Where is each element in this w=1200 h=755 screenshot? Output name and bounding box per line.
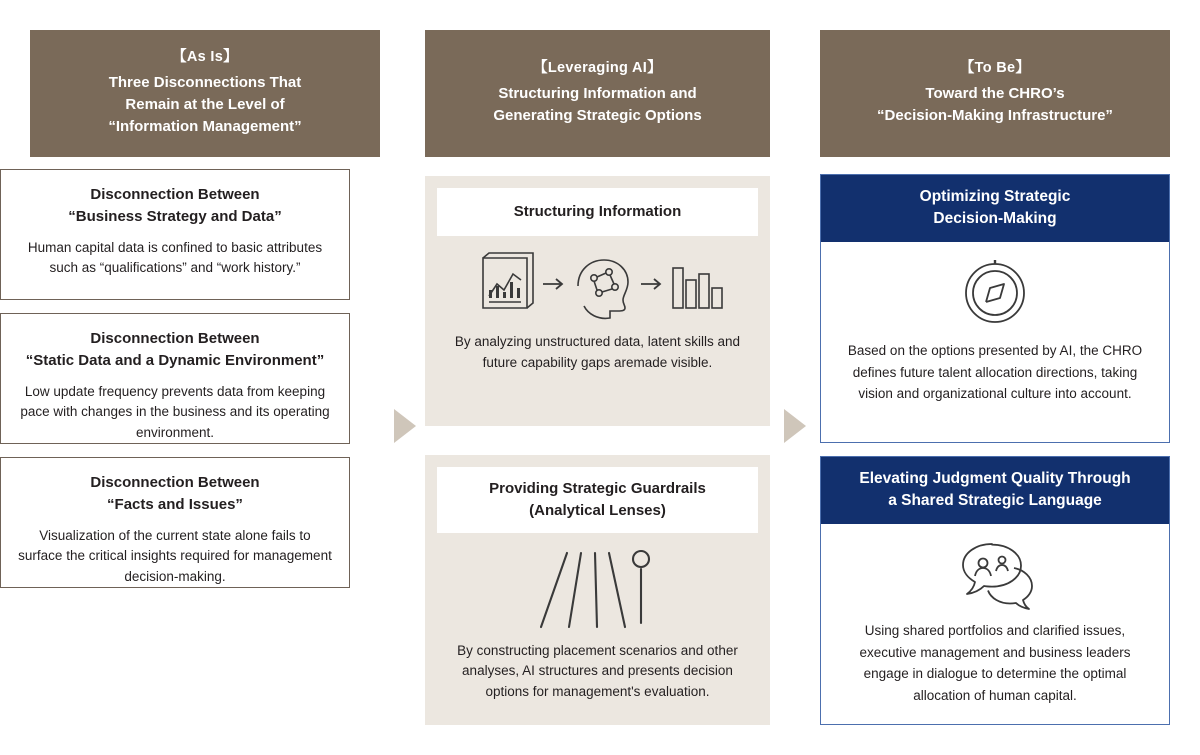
to-be-header-line1: Toward the CHRO’s: [925, 85, 1065, 103]
ai-panel-2-description: By constructing placement scenarios and other analyses, AI structures and presents decision options for management's evaluation.: [457, 642, 738, 700]
document-to-brain-to-chart-icon: [437, 250, 758, 322]
to-be-header: [820, 30, 1170, 157]
ai-panel-1-description: By analyzing unstructured data, latent skills and future capability gaps aremade visible.: [454, 333, 741, 370]
road-lanes-signpost-icon: [437, 547, 758, 631]
column-leveraging-ai: [425, 30, 770, 157]
as-is-card-2-title: [17, 328, 333, 372]
ai-panel-2-title-line2: (Analytical Lenses): [529, 501, 666, 519]
to-be-card-1: [820, 174, 1170, 443]
as-is-card-1-title-line2: “Business Strategy and Data”: [68, 207, 282, 225]
as-is-card-2-title-line2: “Static Data and a Dynamic Environment”: [25, 351, 325, 369]
arrow-right-icon-2: [784, 409, 806, 443]
to-be-card-1-description: Based on the options presented by AI, the CHRO defines future talent allocation directions, taking vision and organizational culture into account.: [847, 342, 1143, 402]
to-be-card-1-heading: [821, 175, 1169, 242]
as-is-card-3-title-line2: “Facts and Issues”: [107, 495, 243, 513]
to-be-header-bracket: 【To Be】: [959, 60, 1031, 77]
leveraging-ai-header-line1: Structuring Information and: [498, 85, 697, 103]
as-is-header-line1: Three Disconnections That: [108, 74, 302, 92]
to-be-card-2-heading: [821, 457, 1169, 524]
arrow-right-icon-1: [394, 409, 416, 443]
as-is-header: [30, 30, 380, 157]
leveraging-ai-header: [425, 30, 770, 157]
leveraging-ai-header-line2: Generating Strategic Options: [493, 107, 702, 124]
ai-panel-structuring-information: [425, 176, 770, 426]
leveraging-ai-header-bracket: 【Leveraging AI】: [533, 60, 662, 77]
as-is-card-3-title-line1: Disconnection Between: [90, 474, 260, 491]
to-be-header-line2: “Decision-Making Infrastructure”: [877, 107, 1113, 124]
as-is-card-3-description: Visualization of the current state alone fails to surface the critical insights required for management decision-making.: [18, 527, 332, 585]
ai-panel-2-title-line1: Providing Strategic Guardrails: [489, 480, 706, 497]
ai-panel-strategic-guardrails: [425, 455, 770, 725]
as-is-card-1: [0, 169, 350, 300]
to-be-card-2-heading-line2: a Shared Strategic Language: [888, 492, 1102, 510]
as-is-card-2-title-line1: Disconnection Between: [90, 330, 260, 347]
to-be-card-2-heading-line1: Elevating Judgment Quality Through: [859, 470, 1131, 487]
as-is-card-2-description: Low update frequency prevents data from keeping pace with changes in the business and its operating environment.: [20, 383, 330, 441]
as-is-card-2: [0, 313, 350, 444]
ai-panel-1-title: Structuring Information: [437, 188, 758, 236]
as-is-card-3-title: [17, 472, 333, 516]
ai-panel-2-title: [437, 467, 758, 533]
to-be-card-1-heading-line2: Decision-Making: [933, 210, 1057, 228]
as-is-card-1-title-line1: Disconnection Between: [90, 186, 260, 203]
to-be-card-1-heading-line1: Optimizing Strategic: [919, 188, 1071, 205]
as-is-header-line2: Remain at the Level of: [125, 96, 285, 114]
as-is-card-1-description: Human capital data is confined to basic attributes such as “qualifications” and “work history.”: [27, 239, 323, 276]
column-to-be: [820, 30, 1170, 157]
as-is-header-bracket: 【As Is】: [172, 49, 238, 66]
as-is-header-line3: “Information Management”: [108, 117, 302, 135]
to-be-card-2-description: Using shared portfolios and clarified issues, executive management and business leaders engage in dialogue to determine the optimal allocation of human capital.: [859, 622, 1131, 703]
as-is-card-1-title: [17, 184, 333, 228]
column-as-is: [30, 30, 380, 157]
to-be-card-2: [820, 456, 1170, 725]
compass-icon: [821, 256, 1169, 330]
speech-bubbles-dialogue-icon: [821, 538, 1169, 610]
as-is-card-3: [0, 457, 350, 588]
